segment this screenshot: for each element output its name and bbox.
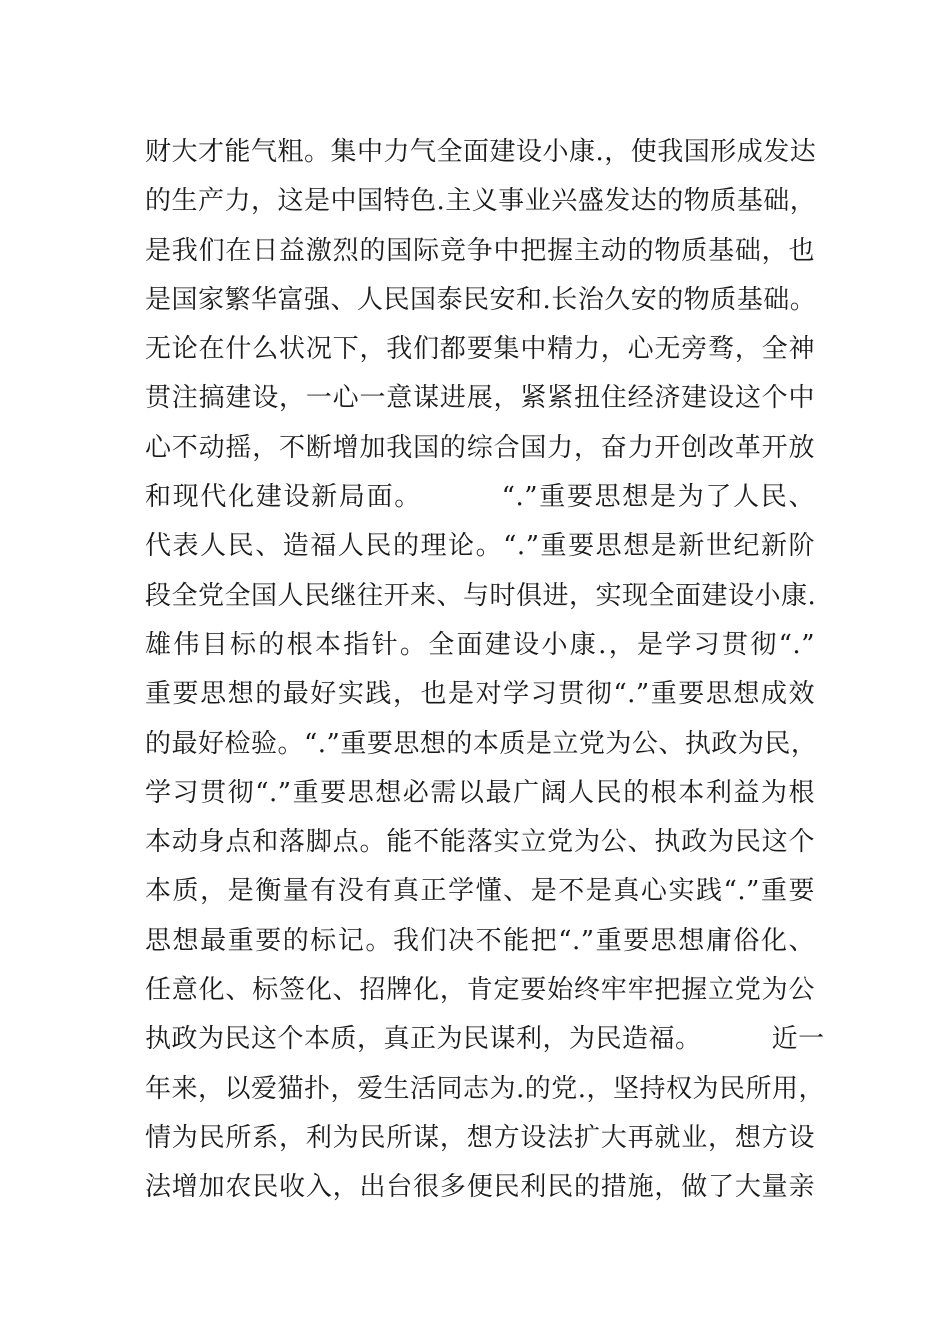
text-line: 贯注搞建设，一心一意谋进展，紧紧扭住经济建设这个中 bbox=[145, 383, 815, 414]
text-line: 是国家繁华富强、人民国泰民安和.长治久安的物质基础。 bbox=[145, 284, 817, 315]
text-line: 的生产力，这是中国特色.主义事业兴盛发达的物质基础， bbox=[145, 186, 817, 217]
text-line: 段全党全国人民继往开来、与时俱进，实现全面建设小康. bbox=[145, 580, 817, 611]
text-line: 思想最重要的标记。我们决不能把“.”重要思想庸俗化、 bbox=[145, 925, 815, 956]
text-line: 代表人民、造福人民的理论。“.”重要思想是新世纪新阶 bbox=[145, 531, 815, 562]
text-line: 任意化、标签化、招牌化，肯定要始终牢牢把握立党为公 bbox=[145, 975, 815, 1006]
text-line: 财大才能气粗。集中力气全面建设小康.，使我国形成发达 bbox=[145, 137, 817, 167]
text-line: 法增加农民收入，出台很多便民利民的措施，做了大量亲 bbox=[145, 1172, 815, 1203]
text-line: 是我们在日益激烈的国际竞争中把握主动的物质基础，也 bbox=[145, 235, 815, 266]
text-line: 年来，以爱猫扑，爱生活同志为.的党.，坚持权为民所用， bbox=[145, 1073, 826, 1104]
text-line: 和现代化建设新局面。 “.”重要思想是为了人民、 bbox=[145, 482, 815, 513]
text-line: 执政为民这个本质，真正为民谋利，为民造福。 近一 bbox=[145, 1024, 825, 1055]
text-line: 本质，是衡量有没有真正学懂、是不是真心实践“.”重要 bbox=[145, 876, 815, 907]
text-line: 雄伟目标的根本指针。全面建设小康.，是学习贯彻“.” bbox=[145, 629, 815, 660]
text-line: 重要思想的最好实践，也是对学习贯彻“.”重要思想成效 bbox=[145, 679, 815, 710]
text-line: 学习贯彻“.”重要思想必需以最广阔人民的根本利益为根 bbox=[145, 777, 815, 808]
text-line: 的最好检验。“.”重要思想的本质是立党为公、执政为民， bbox=[145, 728, 818, 759]
text-line: 无论在什么状况下，我们都要集中精力，心无旁骛，全神 bbox=[145, 334, 815, 365]
text-line: 本动身点和落脚点。能不能落实立党为公、执政为民这个 bbox=[145, 827, 815, 858]
text-line: 心不动摇，不断增加我国的综合国力，奋力开创改革开放 bbox=[145, 432, 815, 463]
body-text bbox=[145, 128, 826, 1213]
text-line: 情为民所系，利为民所谋，想方设法扩大再就业，想方设 bbox=[145, 1122, 815, 1153]
